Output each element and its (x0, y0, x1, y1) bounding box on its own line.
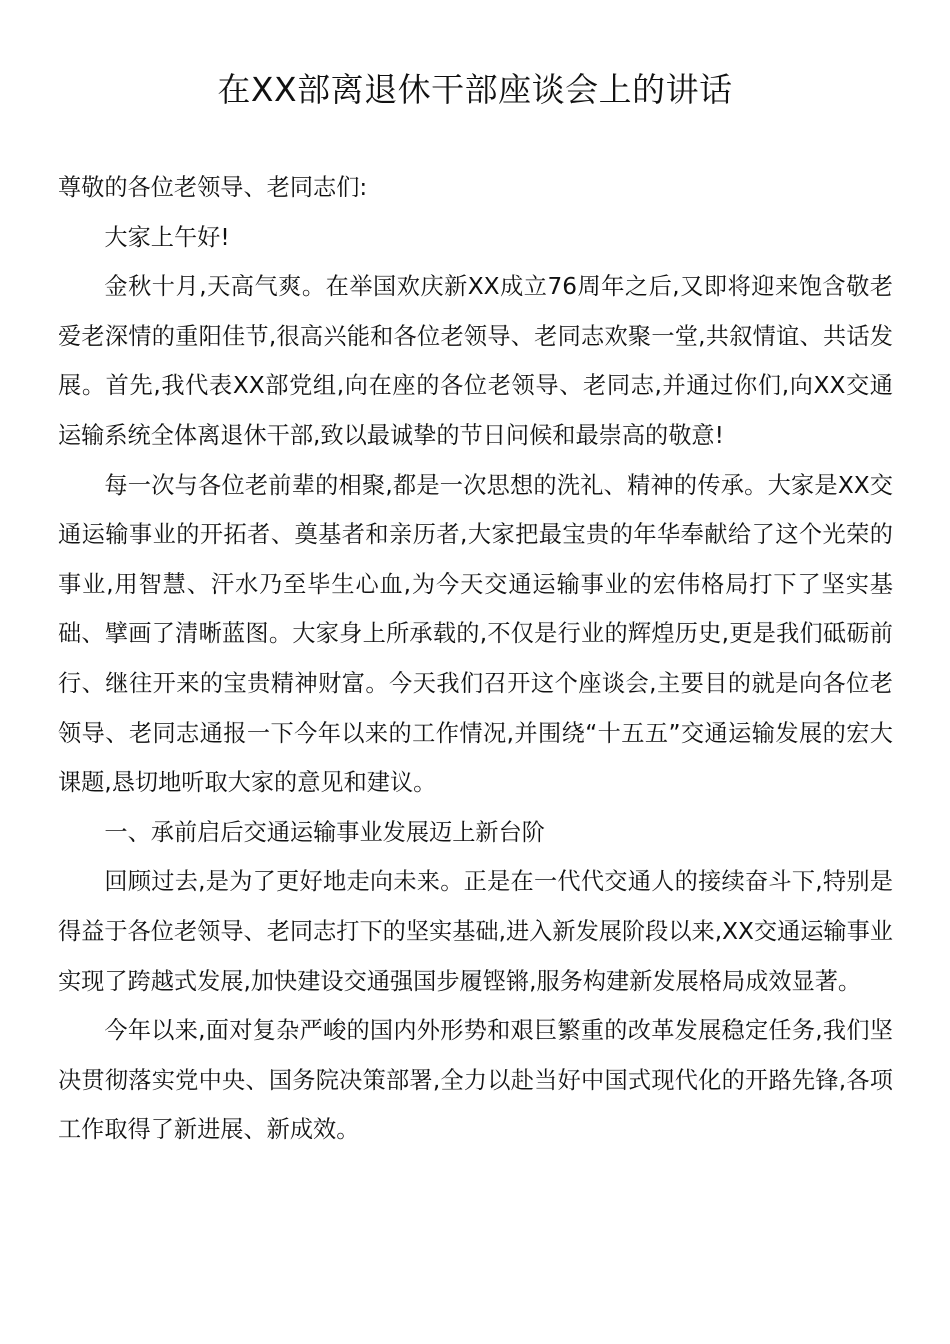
paragraph-review: 回顾过去,是为了更好地走向未来。正是在一代代交通人的接续奋斗下,特别是得益于各位老领导、老同志打下的坚实基础,进入新发展阶段以来,XX交通运输事业实现了跨越式发展,加快建设交通强国步履铿锵,服务构建新发展格局成效显著。 (58, 868, 893, 995)
paragraph-opening: 金秋十月,天高气爽。在举国欢庆新XX成立76周年之后,又即将迎来饱含敬老爱老深情的重阳佳节,很高兴能和各位老领导、老同志欢聚一堂,共叙情谊、共话发展。首先,我代表XX部党组,向在座的各位老领导、老同志,并通过你们,向XX交通运输系统全体离退休干部,致以最诚挚的节日问候和最崇高的敬意! (58, 273, 893, 449)
section-heading: 一、承前启后交通运输事业发展迈上新台阶 (104, 818, 545, 846)
salutation: 尊敬的各位老领导、老同志们: (58, 174, 368, 201)
document-title: 在XX部离退休干部座谈会上的讲话 (217, 70, 733, 109)
greeting: 大家上午好! (104, 223, 230, 251)
paragraph-this-year: 今年以来,面对复杂严峻的国内外形势和艰巨繁重的改革发展稳定任务,我们坚决贯彻落实党中央、国务院决策部署,全力以赴当好中国式现代化的开路先锋,各项工作取得了新进展、新成效。 (58, 1017, 893, 1144)
paragraph-purpose: 每一次与各位老前辈的相聚,都是一次思想的洗礼、精神的传承。大家是XX交通运输事业的开拓者、奠基者和亲历者,大家把最宝贵的年华奉献给了这个光荣的事业,用智慧、汗水乃至毕生心血,为今天交通运输事业的宏伟格局打下了坚实基础、擘画了清晰蓝图。大家身上所承载的,不仅是行业的辉煌历史,更是我们砥砺前行、继往开来的宝贵精神财富。今天我们召开这个座谈会,主要目的就是向各位老领导、老同志通报一下今年以来的工作情况,并围绕“十五五”交通运输发展的宏大课题,恳切地听取大家的意见和建议。 (58, 471, 893, 797)
document-body (58, 163, 893, 1155)
